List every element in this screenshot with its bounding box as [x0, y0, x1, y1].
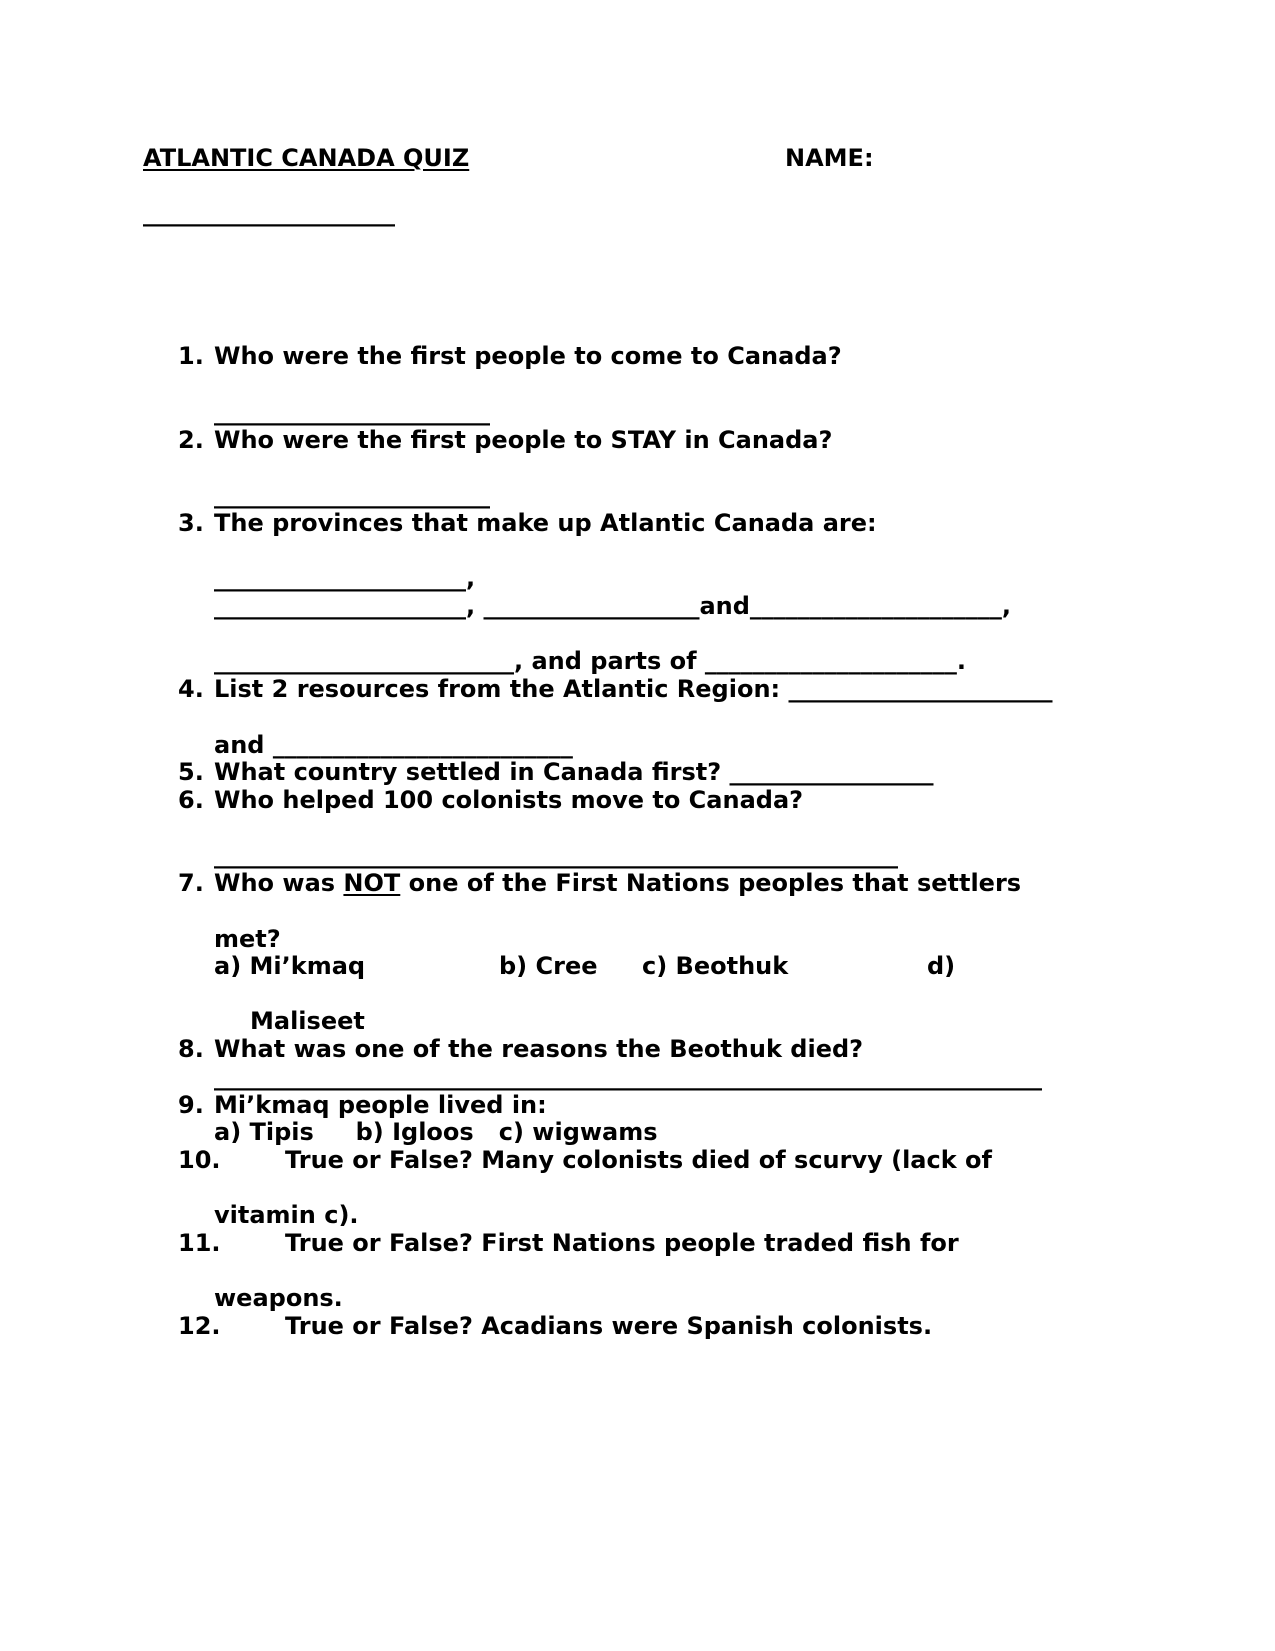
quiz-title: ATLANTIC CANADA QUIZ: [143, 144, 470, 172]
question-3-text: The provinces that make up Atlantic Canada are:: [214, 509, 877, 537]
question-6-blank[interactable]: _________________________________________________________: [214, 841, 898, 869]
option-d[interactable]: d): [927, 952, 956, 980]
question-7-text: [214, 871, 1021, 895]
question-number: 3.: [178, 509, 204, 537]
question-number: 12.: [178, 1312, 221, 1340]
option-b[interactable]: b) Cree: [499, 952, 598, 980]
question-number: 8.: [178, 1035, 204, 1063]
option-d-cont[interactable]: Maliseet: [250, 1007, 365, 1035]
question-1-text: Who were the first people to come to Canada?: [214, 342, 842, 370]
question-9-text: Mi’kmaq people lived in:: [214, 1091, 547, 1119]
question-12-text: True or False? Acadians were Spanish colonists.: [285, 1312, 933, 1340]
question-8-text: What was one of the reasons the Beothuk died?: [214, 1035, 864, 1063]
question-2-blank[interactable]: _______________________: [214, 481, 490, 509]
question-number: 5.: [178, 758, 204, 786]
question-1-blank[interactable]: _______________________: [214, 398, 490, 426]
question-number: 6.: [178, 786, 204, 814]
question-number: 4.: [178, 675, 204, 703]
question-number: 9.: [178, 1091, 204, 1119]
question-9-options[interactable]: a) Tipis b) Igloos c) wigwams: [214, 1118, 658, 1146]
question-2-text: Who were the first people to STAY in Canada?: [214, 426, 833, 454]
question-4-line-2[interactable]: and _________________________: [214, 731, 573, 759]
option-c[interactable]: c) Beothuk: [642, 952, 789, 980]
question-11-text: True or False? First Nations people traded fish for: [285, 1229, 959, 1257]
question-8-blank[interactable]: _____________________________________________________________________: [214, 1063, 1042, 1091]
question-3-blank-line-3[interactable]: _________________________, and parts of _____________________.: [214, 647, 967, 675]
question-number: 10.: [178, 1146, 221, 1174]
question-number: 7.: [178, 869, 204, 897]
question-6-text: Who helped 100 colonists move to Canada?: [214, 786, 804, 814]
question-7-text-after: one of the First Nations peoples that settlers: [400, 869, 1022, 897]
question-3-blank-line-2[interactable]: _____________________, __________________and_____________________,: [214, 592, 1012, 620]
question-7-text-before: Who was: [214, 869, 344, 897]
question-11-text-cont: weapons.: [214, 1284, 343, 1312]
question-number: 1.: [178, 342, 204, 370]
question-7-emphasis: NOT: [343, 869, 401, 897]
question-number: 11.: [178, 1229, 221, 1257]
option-a[interactable]: a) Mi’kmaq: [214, 952, 366, 980]
name-label: NAME:: [785, 144, 874, 172]
question-3-blank-line-1[interactable]: _____________________,: [214, 564, 476, 592]
question-10-text: True or False? Many colonists died of scurvy (lack of: [285, 1146, 992, 1174]
question-number: 2.: [178, 426, 204, 454]
name-blank[interactable]: _____________________: [143, 199, 395, 227]
question-5-text: What country settled in Canada first? _________________: [214, 758, 934, 786]
question-4-text: List 2 resources from the Atlantic Region: ______________________: [214, 675, 1053, 703]
question-7-text-cont: met?: [214, 925, 281, 953]
question-10-text-cont: vitamin c).: [214, 1201, 359, 1229]
